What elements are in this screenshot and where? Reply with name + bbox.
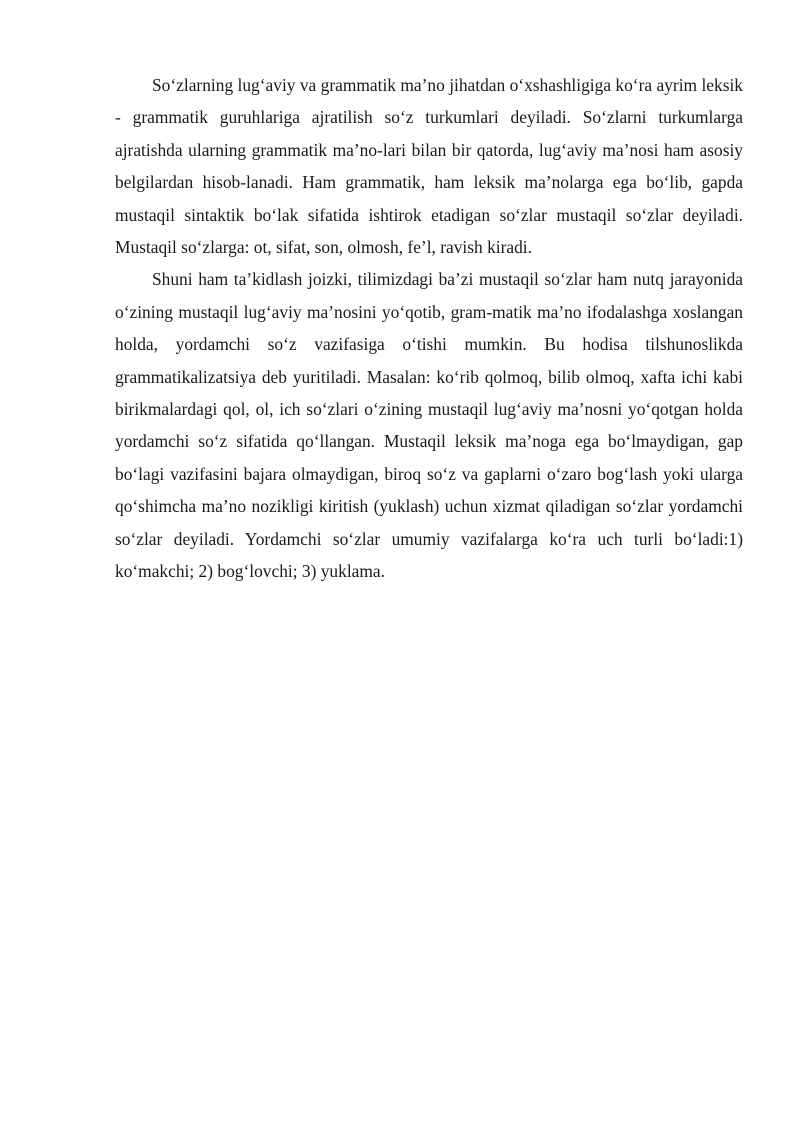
document-page (115, 69, 743, 588)
paragraph-2: Shuni ham ta’kidlash joizki, tilimizdagi ba’zi mustaqil so‘zlar ham nutq jarayonida o‘zining mustaqil lug‘aviy ma’nosini yo‘qotib, gram-matik ma’no ifodalashga xoslangan holda, yordamchi so‘z vazifasiga o‘tishi mumkin. Bu hodisa tilshunoslikda grammatikalizatsiya deb yuritiladi. Masalan: ko‘rib qolmoq, bilib olmoq, xafta ichi kabi birikmalardagi qol, ol, ich so‘zlari o‘zining mustaqil lug‘aviy ma’nosni yo‘qotgan holda yordamchi so‘z sifatida qo‘llangan. Mustaqil leksik ma’noga ega bo‘lmaydigan, gap bo‘lagi vazifasini bajara olmaydigan, biroq so‘z va gaplarni o‘zaro bog‘lash yoki ularga qo‘shimcha ma’no nozikligi kiritish (yuklash) uchun xizmat qiladigan so‘zlar yordamchi so‘zlar deyiladi. Yordamchi so‘zlar umumiy vazifalarga ko‘ra uch turli bo‘ladi:1) ko‘makchi; 2) bog‘lovchi; 3) yuklama. (115, 269, 743, 582)
paragraph-1: So‘zlarning lug‘aviy va grammatik ma’no jihatdan o‘xshashligiga ko‘ra ayrim leksik - grammatik guruhlariga ajratilish so‘z turkumlari deyiladi. So‘zlarni turkumlarga ajratishda ularning grammatik ma’no-lari bilan bir qatorda, lug‘aviy ma’nosi ham asosiy belgilardan hisob-lanadi. Ham grammatik, ham leksik ma’nolarga ega bo‘lib, gapda mustaqil sintaktik bo‘lak sifatida ishtirok etadigan so‘zlar mustaqil so‘zlar deyiladi. Mustaqil so‘zlarga: ot, sifat, son, olmosh, fe’l, ravish kiradi. (115, 75, 743, 258)
